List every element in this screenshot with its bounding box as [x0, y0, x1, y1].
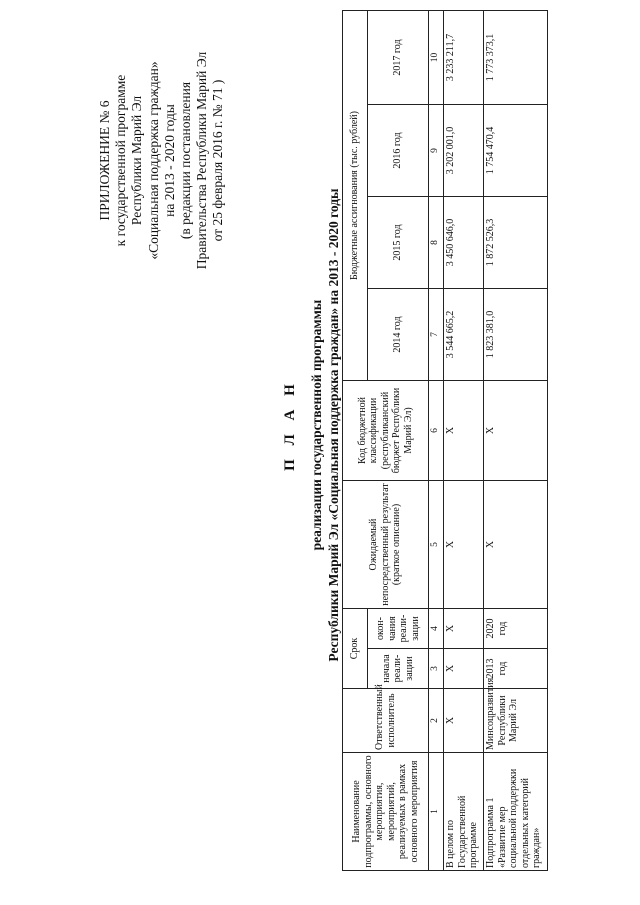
- column-number: 2: [429, 689, 444, 753]
- row-budget-2014: 3 544 665,2: [444, 289, 484, 381]
- row-end: 2020 год: [484, 609, 548, 649]
- column-number: 6: [429, 381, 444, 481]
- header-end: окон-чания реали-зации: [368, 609, 429, 649]
- appendix-line: Правительства Республики Марий Эл: [194, 51, 210, 270]
- header-executor: Ответственный исполнитель: [343, 689, 429, 753]
- appendix-line: ПРИЛОЖЕНИЕ № 6: [97, 100, 112, 221]
- row-executor: Х: [444, 689, 484, 753]
- appendix-line: Республики Марий Эл: [129, 95, 145, 226]
- plan-subtitle-program: Республики Марий Эл «Социальная поддержка граждан» на 2013 - 2020 годы: [326, 188, 341, 662]
- row-budget-2015: 3 450 646,0: [444, 197, 484, 289]
- appendix-line: (в редакции постановления: [178, 81, 194, 240]
- header-year: 2014 год: [368, 289, 429, 381]
- row-budget-2017: 3 233 211,7: [444, 10, 484, 104]
- column-number: 1: [429, 753, 444, 871]
- row-budget-2016: 3 202 001,0: [444, 105, 484, 197]
- row-result: Х: [444, 481, 484, 609]
- header-name: Наименование подпрограммы, основного мероприятия, мероприятий, реализуемых в рамках основного мероприятия: [343, 753, 429, 871]
- appendix-line: к государственной программе: [113, 74, 129, 247]
- appendix-line: на 2013 - 2020 годы: [161, 104, 177, 217]
- header-result: Ожидаемый непосредственный результат (краткое описание): [343, 481, 429, 609]
- column-number: 5: [429, 481, 444, 609]
- table-row: [484, 10, 548, 870]
- appendix-line: от 25 февраля 2016 г. № 71 ): [210, 79, 226, 242]
- header-year: 2016 год: [368, 105, 429, 197]
- row-name: Подпрограмма 1 «Развитие мер социальной поддержки отдельных категорий граждан»: [484, 753, 548, 871]
- row-budget-2016: 1 754 470,4: [484, 105, 548, 197]
- row-name: В целом по Государственной программе: [444, 753, 484, 871]
- column-number: 3: [429, 649, 444, 689]
- header-term: Срок: [343, 609, 368, 689]
- column-number: 7: [429, 289, 444, 381]
- row-code: Х: [444, 381, 484, 481]
- row-code: Х: [484, 381, 548, 481]
- header-start: начала реали-зации: [368, 649, 429, 689]
- row-budget-2014: 1 823 381,0: [484, 289, 548, 381]
- column-number: 9: [429, 105, 444, 197]
- header-year: 2015 год: [368, 197, 429, 289]
- row-start: 2013 год: [484, 649, 548, 689]
- table-row: [444, 10, 484, 870]
- row-result: Х: [484, 481, 548, 609]
- appendix-header: [97, 43, 227, 278]
- column-number: 10: [429, 10, 444, 104]
- header-budget: Бюджетные ассигнования (тыс. рублей): [343, 10, 368, 380]
- row-budget-2015: 1 872 526,3: [484, 197, 548, 289]
- appendix-line: «Социальная поддержка граждан»: [145, 61, 161, 260]
- row-start: Х: [444, 649, 484, 689]
- column-number: 8: [429, 197, 444, 289]
- header-year: 2017 год: [368, 10, 429, 104]
- plan-table: [342, 10, 548, 871]
- column-number: 4: [429, 609, 444, 649]
- plan-subtitle: реализации государственной программы: [309, 299, 324, 551]
- row-budget-2017: 1 773 373,1: [484, 10, 548, 104]
- plan-title: П Л А Н: [282, 379, 298, 471]
- row-executor: Минсоцразвития Республики Марий Эл: [484, 689, 548, 753]
- row-end: Х: [444, 609, 484, 649]
- header-code: Код бюджетной классификации (республиканский бюджет Республики Марий Эл): [343, 381, 429, 481]
- document-title: [280, 65, 342, 785]
